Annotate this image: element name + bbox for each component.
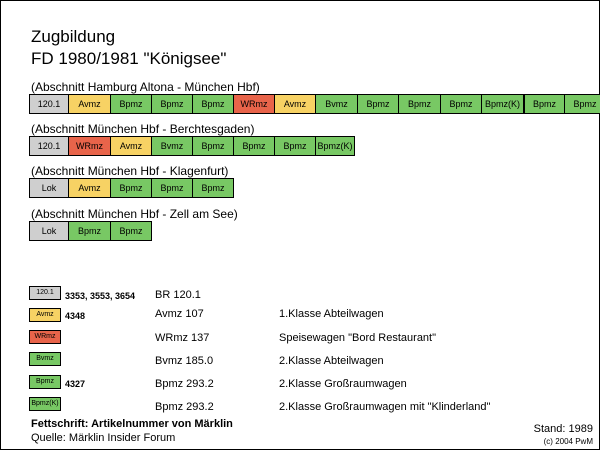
car-bpmz: Bpmz <box>564 94 600 114</box>
car-bpmz-k: Bpmz(K) <box>481 94 524 114</box>
car-bpmz: Bpmz <box>110 178 152 198</box>
legend-swatch-lok: 120.1 <box>29 286 61 300</box>
car-avmz: Avmz <box>68 94 111 114</box>
car-bpmz: Bpmz <box>192 178 234 198</box>
car-bpmz: Bpmz <box>151 178 193 198</box>
car-bvmz: Bvmz <box>315 94 358 114</box>
car-wrmz: WRmz <box>233 94 275 114</box>
legend-swatch-wrmz: WRmz <box>29 330 61 344</box>
title-zugbildung: Zugbildung <box>31 27 116 46</box>
legend-description: Speisewagen "Bord Restaurant" <box>279 332 437 344</box>
train-muenchen-zell <box>29 221 151 241</box>
train-hamburg-muenchen <box>29 94 600 114</box>
legend-article-numbers: 4327 <box>65 379 86 389</box>
title-train-name: FD 1980/1981 "Königsee" <box>31 49 227 68</box>
stand-date: Stand: 1989 <box>533 423 593 435</box>
legend-type: Bpmz 293.2 <box>155 401 214 413</box>
legend-description: 2.Klasse Großraumwagen mit "Klinderland" <box>279 401 491 413</box>
legend-type: WRmz 137 <box>155 332 210 344</box>
car-bpmz: Bpmz <box>110 221 152 241</box>
section-label-hamburg-muenchen: (Abschnitt Hamburg Altona - München Hbf) <box>31 80 260 94</box>
legend-swatch-avmz: Avmz <box>29 308 61 322</box>
car-avmz: Avmz <box>274 94 316 114</box>
car-bpmz: Bpmz <box>192 136 234 156</box>
legend-type: Avmz 107 <box>155 308 204 320</box>
car-bpmz: Bpmz <box>357 94 399 114</box>
car-bpmz-k: Bpmz(K) <box>315 136 355 156</box>
car-lok: Lok <box>29 178 69 198</box>
car-avmz: Avmz <box>110 136 152 156</box>
legend-article-numbers: 4348 <box>65 311 86 321</box>
car-bpmz: Bpmz <box>523 94 565 114</box>
legend-swatch-bpmz: Bpmz <box>29 375 61 389</box>
legend-swatch-bvmz: Bvmz <box>29 352 61 366</box>
legend-description: 2.Klasse Großraumwagen <box>279 378 407 390</box>
car-wrmz: WRmz <box>68 136 111 156</box>
car-bpmz: Bpmz <box>440 94 482 114</box>
train-muenchen-klagenfurt <box>29 178 233 198</box>
section-label-muenchen-zell: (Abschnitt München Hbf - Zell am See) <box>31 207 238 221</box>
legend-description: 2.Klasse Abteilwagen <box>279 355 384 367</box>
legend-description: 1.Klasse Abteilwagen <box>279 308 384 320</box>
car-bvmz: Bvmz <box>151 136 193 156</box>
car-bpmz: Bpmz <box>233 136 275 156</box>
car-120-1: 120.1 <box>29 94 69 114</box>
car-lok: Lok <box>29 221 69 241</box>
section-label-muenchen-berchtesgaden: (Abschnitt München Hbf - Berchtesgaden) <box>31 122 255 136</box>
car-bpmz: Bpmz <box>274 136 316 156</box>
legend-type: BR 120.1 <box>155 289 201 301</box>
car-bpmz: Bpmz <box>68 221 111 241</box>
copyright: (c) 2004 PwM <box>543 437 593 446</box>
source-note: Quelle: Märklin Insider Forum <box>31 432 176 444</box>
car-bpmz: Bpmz <box>110 94 152 114</box>
train-muenchen-berchtesgaden <box>29 136 354 156</box>
legend-type: Bvmz 185.0 <box>155 355 214 367</box>
car-120-1: 120.1 <box>29 136 69 156</box>
bold-article-note: Fettschrift: Artikelnummer von Märklin <box>31 418 233 430</box>
car-avmz: Avmz <box>68 178 111 198</box>
legend-article-numbers: 3353, 3553, 3654 <box>65 291 136 301</box>
legend-swatch-bpmz-k: Bpmz(K) <box>29 397 61 411</box>
car-bpmz: Bpmz <box>192 94 234 114</box>
legend-type: Bpmz 293.2 <box>155 378 214 390</box>
car-bpmz: Bpmz <box>151 94 193 114</box>
section-label-muenchen-klagenfurt: (Abschnitt München Hbf - Klagenfurt) <box>31 164 229 178</box>
car-bpmz: Bpmz <box>398 94 441 114</box>
